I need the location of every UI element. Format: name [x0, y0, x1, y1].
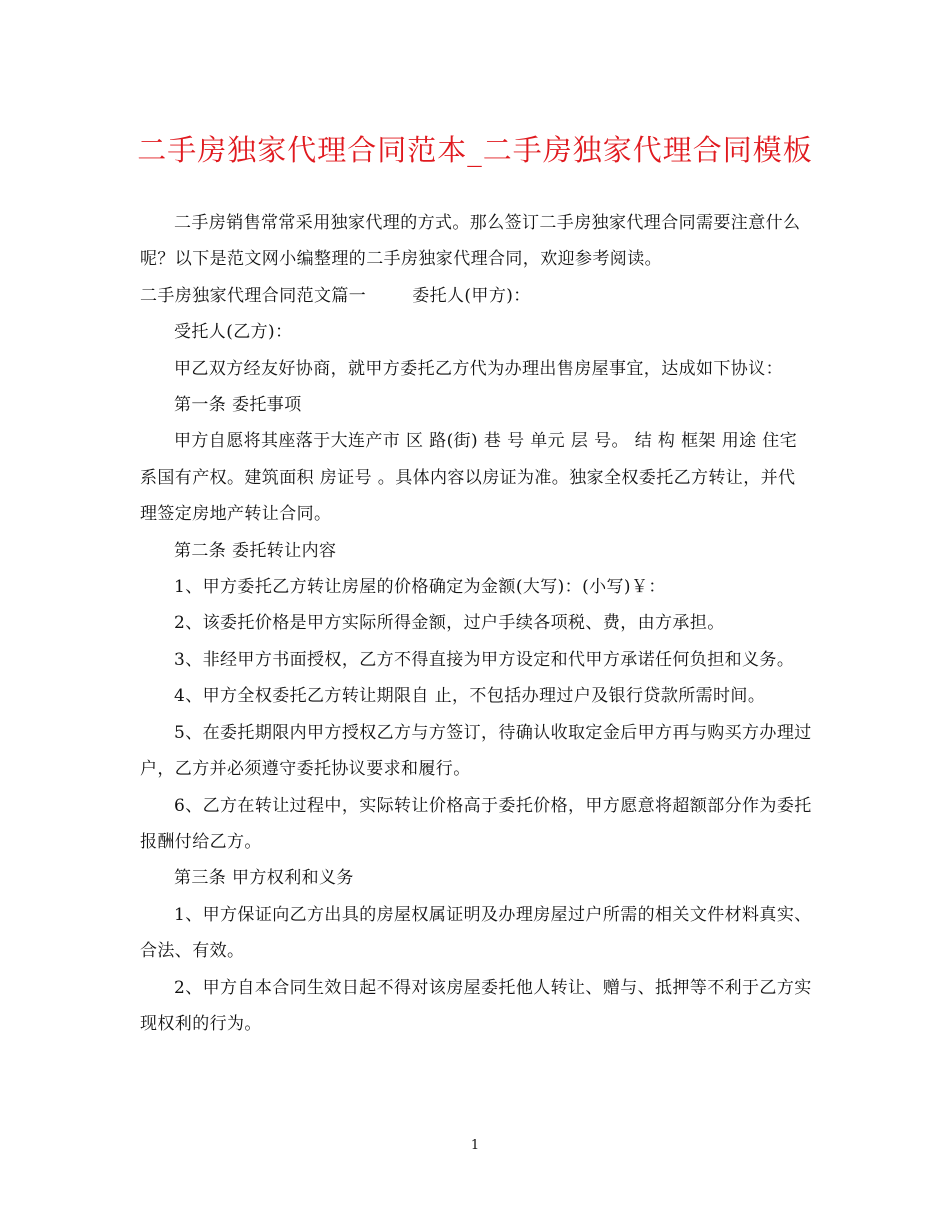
article-2-item: 4、甲方全权委托乙方转让期限自 止，不包括办理过户及银行贷款所需时间。 — [174, 686, 766, 707]
page-number: 1 — [470, 1138, 480, 1153]
article-2-item: 5、在委托期限内甲方授权乙方与方签订，待确认收取定金后甲方再与购买方办理过户，乙方并必须遵守委托协议要求和履行。 — [140, 722, 812, 780]
article-2-heading: 第二条 委托转让内容 — [174, 540, 337, 561]
article-1-heading: 第一条 委托事项 — [174, 395, 302, 416]
article-1-text: 甲方自愿将其座落于大连产市 区 路(街) 巷 号 单元 层 号。 结 构 框架 用途 住宅 系国有产权。建筑面积 房证号 。具体内容以房证为准。独家全权委托乙方转让，并代理签定房地产转让合同。 — [140, 431, 798, 525]
article-3-item: 2、甲方自本合同生效日起不得对该房屋委托他人转让、赠与、抵押等不利于乙方实现权利的行为。 — [140, 977, 812, 1034]
document-body — [140, 205, 812, 1042]
article-2-item: 2、该委托价格是甲方实际所得金额，过户手续各项税、费，由方承担。 — [174, 613, 725, 634]
section-heading: 二手房独家代理合同范文篇一 — [140, 285, 367, 306]
article-2-item: 1、甲方委托乙方转让房屋的价格确定为金额(大写)：(小写)￥： — [174, 577, 666, 598]
agent-label: 受托人(乙方)： — [174, 322, 293, 343]
intro-paragraph: 二手房销售常常采用独家代理的方式。那么签订二手房独家代理合同需要注意什么呢？以下是范文网小编整理的二手房独家代理合同，欢迎参考阅读。 — [140, 213, 801, 270]
principal-label: 委托人(甲方)： — [412, 285, 531, 306]
article-2-item: 3、非经甲方书面授权，乙方不得直接为甲方设定和代甲方承诺任何负担和义务。 — [174, 649, 795, 670]
document-title: 二手房独家代理合同范本_二手房独家代理合同模板 — [137, 133, 813, 167]
article-3-item: 1、甲方保证向乙方出具的房屋权属证明及办理房屋过户所需的相关文件材料真实、合法、有效。 — [140, 904, 812, 962]
section-line — [140, 278, 812, 314]
preamble-paragraph: 甲乙双方经友好协商，就甲方委托乙方代为办理出售房屋事宜，达成如下协议： — [174, 358, 783, 379]
article-3-heading: 第三条 甲方权利和义务 — [174, 868, 354, 889]
article-2-item: 6、乙方在转让过程中，实际转让价格高于委托价格，甲方愿意将超额部分作为委托报酬付给乙方。 — [140, 795, 812, 852]
